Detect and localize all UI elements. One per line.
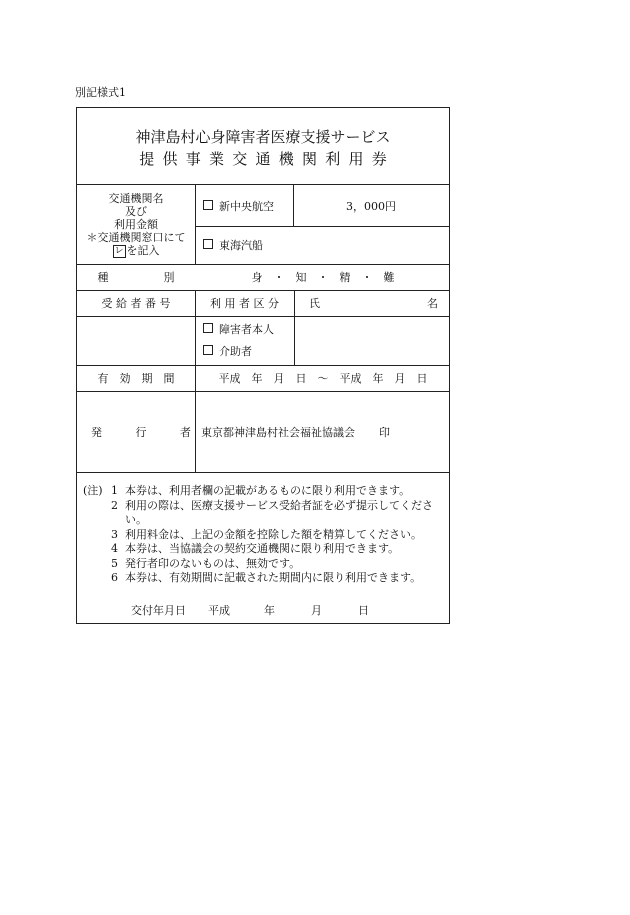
form-label: 別記様式1 xyxy=(75,86,126,99)
transport-header xyxy=(77,186,195,264)
note-text: 本券は、利用者欄の記載があるものに限り利用できます。 xyxy=(125,484,411,497)
transport-header-line4: ＊交通機関窓口にて xyxy=(86,231,186,245)
issuer-label-1: 発 xyxy=(91,425,102,439)
voucher-sheet xyxy=(76,107,450,624)
transport-header-line3: 利用金額 xyxy=(114,218,158,232)
note-number: 1 xyxy=(111,484,118,497)
issue-date-year: 年 xyxy=(264,604,275,617)
note-text: 利用料金は、上記の金額を控除した額を精算してください。 xyxy=(125,527,422,541)
category-label: 種 別 xyxy=(97,271,175,284)
transport-amount: 3，000円 xyxy=(346,200,396,213)
user-type-option-2-label: 介助者 xyxy=(219,345,252,358)
transport-option-2[interactable] xyxy=(203,226,353,264)
checkmark-sample-box: レ xyxy=(114,245,124,256)
validity-period: 平成 年 月 日 〜 平成 年 月 日 xyxy=(218,372,428,385)
note-text: 本券は、当協議会の契約交通機関に限り利用できます。 xyxy=(125,542,400,555)
transport-option-2-label: 東海汽船 xyxy=(219,239,263,252)
note-item xyxy=(83,528,451,543)
note-item xyxy=(83,542,451,557)
note-item xyxy=(83,571,451,586)
note-item xyxy=(83,499,451,528)
transport-option-1[interactable] xyxy=(203,186,293,226)
title-line-2: 提供事業交通機関利用券 xyxy=(139,150,395,168)
user-type-label: 利 用 者 区 分 xyxy=(210,297,279,310)
note-number: 6 xyxy=(111,571,118,584)
name-field[interactable] xyxy=(294,316,450,365)
issue-date-month: 月 xyxy=(311,604,322,617)
transport-header-line2: 及び xyxy=(125,205,147,219)
note-item xyxy=(83,557,451,572)
transport-option-1-label: 新中央航空 xyxy=(219,200,274,213)
user-type-option-1[interactable] xyxy=(203,319,293,339)
transport-header-line5: を記入 xyxy=(126,244,160,258)
issuer-label-2: 行 xyxy=(135,425,147,439)
note-text: 利用の際は、医療支援サービス受給者証を必ず提示してください。 xyxy=(125,498,433,526)
notes-prefix: (注) xyxy=(83,484,103,497)
checkbox-tokai-kisen[interactable] xyxy=(203,239,213,249)
checkbox-new-central-airline[interactable] xyxy=(203,200,213,210)
recipient-number-field[interactable] xyxy=(77,316,195,365)
user-type-option-1-label: 障害者本人 xyxy=(219,323,274,336)
issuer-name: 東京都神津島村社会福祉協議会 xyxy=(201,425,355,439)
note-number: 2 xyxy=(111,498,118,512)
issue-date-row xyxy=(131,601,441,619)
issue-date-day: 日 xyxy=(358,604,369,617)
category-values: 身 ・ 知 ・ 精 ・ 難 xyxy=(251,271,395,284)
name-label-1: 氏 xyxy=(309,297,320,310)
note-number: 4 xyxy=(111,542,118,555)
name-label-2: 名 xyxy=(427,297,438,310)
notes-section xyxy=(83,484,451,586)
issuer-seal: 印 xyxy=(379,425,390,439)
user-type-option-2[interactable] xyxy=(203,341,293,361)
issue-date-label: 交付年月日 xyxy=(131,604,186,617)
issuer-value xyxy=(201,391,451,472)
note-text: 発行者印のないものは、無効です。 xyxy=(125,556,301,570)
note-item xyxy=(83,484,451,499)
issuer-label-3: 者 xyxy=(180,425,191,439)
title-line-1: 神津島村心身障害者医療支援サービス xyxy=(135,128,391,146)
recipient-number-label: 受 給 者 番 号 xyxy=(101,297,171,310)
validity-label: 有 効 期 間 xyxy=(97,372,175,385)
issuer-label xyxy=(91,391,191,472)
note-number: 5 xyxy=(111,556,118,570)
note-text: 本券は、有効期間に記載された期間内に限り利用できます。 xyxy=(125,571,422,584)
checkbox-disabled-person[interactable] xyxy=(203,323,213,333)
checkbox-caregiver[interactable] xyxy=(203,345,213,355)
transport-header-line1: 交通機関名 xyxy=(108,192,164,206)
note-number: 3 xyxy=(111,527,118,541)
issue-date-era: 平成 xyxy=(208,604,230,617)
